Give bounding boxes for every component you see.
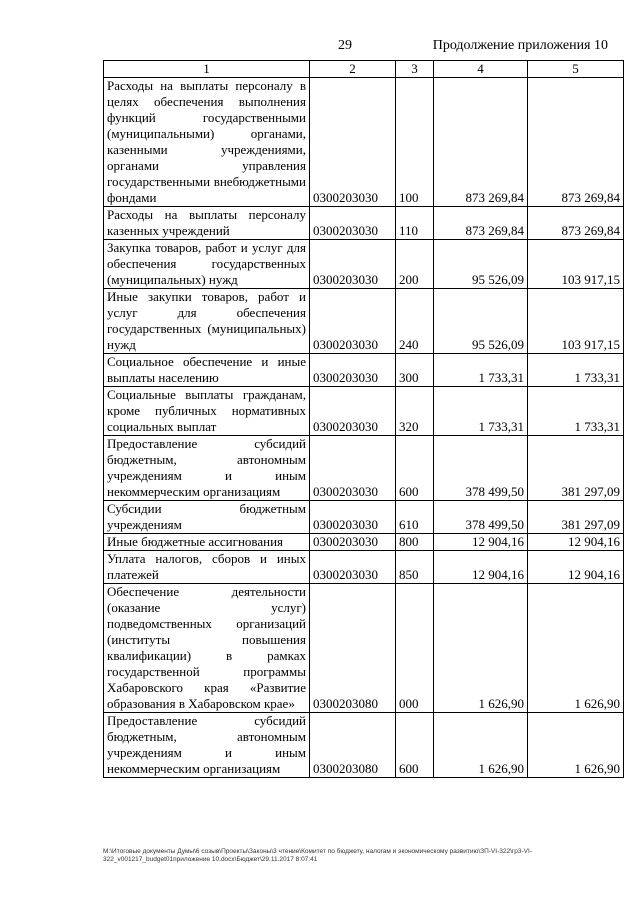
expense-type-cell: 110 (396, 207, 434, 240)
expense-type-cell: 320 (396, 387, 434, 436)
expense-type-cell: 200 (396, 240, 434, 289)
expense-name-cell: Социальное обеспечение и иные выплаты населению (104, 354, 310, 387)
amount-2019-cell: 1 733,31 (528, 387, 624, 436)
table-row (104, 240, 624, 289)
amount-2019-cell: 12 904,16 (528, 551, 624, 584)
table-row (104, 551, 624, 584)
target-code-cell: 0300203030 (310, 534, 396, 551)
table-header-row (104, 61, 624, 78)
expense-type-cell: 600 (396, 713, 434, 778)
target-code-cell: 0300203030 (310, 501, 396, 534)
expense-name-cell: Иные бюджетные ассигнования (104, 534, 310, 551)
amount-2018-cell: 873 269,84 (434, 78, 528, 207)
amount-2018-cell: 1 733,31 (434, 354, 528, 387)
expense-type-cell: 600 (396, 436, 434, 501)
amount-2018-cell: 12 904,16 (434, 534, 528, 551)
expense-type-cell: 850 (396, 551, 434, 584)
table-row (104, 207, 624, 240)
amount-2019-cell: 1 626,90 (528, 584, 624, 713)
table-row (104, 436, 624, 501)
table-row (104, 354, 624, 387)
amount-2019-cell: 103 917,15 (528, 289, 624, 354)
target-code-cell: 0300203030 (310, 289, 396, 354)
target-code-cell: 0300203030 (310, 387, 396, 436)
column-header: 2 (310, 61, 396, 78)
column-header: 5 (528, 61, 624, 78)
amount-2019-cell: 873 269,84 (528, 207, 624, 240)
amount-2018-cell: 95 526,09 (434, 240, 528, 289)
table-body (104, 78, 624, 778)
table-row (104, 713, 624, 778)
expense-type-cell: 240 (396, 289, 434, 354)
expense-type-cell: 100 (396, 78, 434, 207)
expense-name-cell: Закупка товаров, работ и услуг для обеспечения государственных (муниципальных) нужд (104, 240, 310, 289)
table-row (104, 387, 624, 436)
target-code-cell: 0300203030 (310, 78, 396, 207)
amount-2018-cell: 95 526,09 (434, 289, 528, 354)
column-header: 4 (434, 61, 528, 78)
target-code-cell: 0300203080 (310, 584, 396, 713)
expense-name-cell: Обеспечение деятельности (оказание услуг) подведомственных организаций (институты повышения квалификации) в рамках государственной программы Хабаровского края «Развитие образования в Хабаровском крае» (104, 584, 310, 713)
amount-2018-cell: 378 499,50 (434, 501, 528, 534)
table-row (104, 78, 624, 207)
expense-name-cell: Расходы на выплаты персоналу казенных учреждений (104, 207, 310, 240)
continuation-label: Продолжение приложения 10 (432, 38, 608, 53)
target-code-cell: 0300203030 (310, 207, 396, 240)
amount-2018-cell: 1 626,90 (434, 584, 528, 713)
amount-2019-cell: 12 904,16 (528, 534, 624, 551)
expense-name-cell: Уплата налогов, сборов и иных платежей (104, 551, 310, 584)
expense-name-cell: Расходы на выплаты персоналу в целях обеспечения выполнения функций государственными (муниципальными) органами, казенными учреждениями, органами управления государственными внебюджетными фондами (104, 78, 310, 207)
expense-type-cell: 800 (396, 534, 434, 551)
target-code-cell: 0300203030 (310, 436, 396, 501)
amount-2019-cell: 381 297,09 (528, 501, 624, 534)
amount-2019-cell: 381 297,09 (528, 436, 624, 501)
column-header: 1 (104, 61, 310, 78)
target-code-cell: 0300203030 (310, 551, 396, 584)
table-row (104, 501, 624, 534)
amount-2019-cell: 103 917,15 (528, 240, 624, 289)
expense-name-cell: Субсидии бюджетным учреждениям (104, 501, 310, 534)
target-code-cell: 0300203030 (310, 240, 396, 289)
amount-2019-cell: 873 269,84 (528, 78, 624, 207)
page-number: 29 (338, 38, 352, 53)
column-header: 3 (396, 61, 434, 78)
amount-2018-cell: 12 904,16 (434, 551, 528, 584)
expense-type-cell: 300 (396, 354, 434, 387)
expense-name-cell: Социальные выплаты гражданам, кроме публичных нормативных социальных выплат (104, 387, 310, 436)
amount-2018-cell: 378 499,50 (434, 436, 528, 501)
document-path-footer: М:\Итоговые документы Думы\6 созыв\Проекты\Законы\3 чтение\Комитет по бюджету, налогам и экономическому развитию\ЗП-VI-322\гр3-VI-322_v001217_budget01приложение 10.docx\Бюджет\29.11.2017 8:07:41 (103, 848, 532, 863)
expense-name-cell: Предоставление субсидий бюджетным, автономным учреждениям и иным некоммерческим организациям (104, 436, 310, 501)
target-code-cell: 0300203080 (310, 713, 396, 778)
amount-2018-cell: 1 733,31 (434, 387, 528, 436)
table-row (104, 289, 624, 354)
expense-type-cell: 000 (396, 584, 434, 713)
amount-2019-cell: 1 733,31 (528, 354, 624, 387)
amount-2018-cell: 873 269,84 (434, 207, 528, 240)
budget-table (103, 60, 624, 778)
amount-2018-cell: 1 626,90 (434, 713, 528, 778)
amount-2019-cell: 1 626,90 (528, 713, 624, 778)
expense-type-cell: 610 (396, 501, 434, 534)
table-row (104, 534, 624, 551)
expense-name-cell: Иные закупки товаров, работ и услуг для обеспечения государственных (муниципальных) нужд (104, 289, 310, 354)
target-code-cell: 0300203030 (310, 354, 396, 387)
table-row (104, 584, 624, 713)
expense-name-cell: Предоставление субсидий бюджетным, автономным учреждениям и иным некоммерческим организациям (104, 713, 310, 778)
